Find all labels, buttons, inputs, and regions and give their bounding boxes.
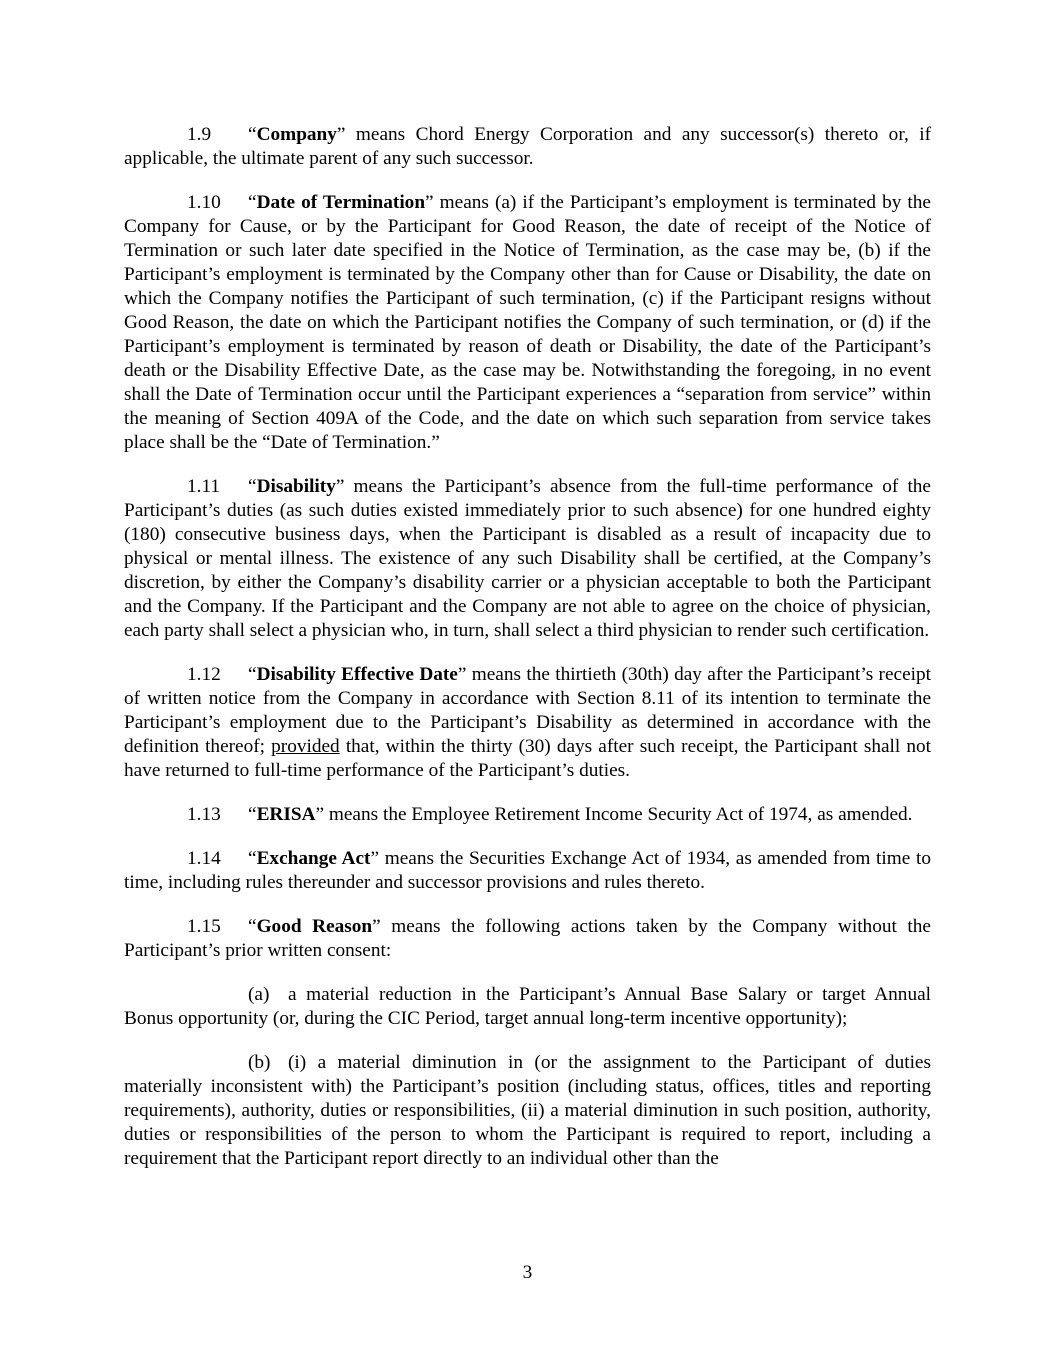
definition-1-13 xyxy=(124,803,931,827)
open-quote: “ xyxy=(248,848,257,869)
definition-1-12 xyxy=(124,663,931,783)
section-number: 1.13 xyxy=(187,804,221,825)
section-number: 1.9 xyxy=(187,124,212,145)
definition-1-15 xyxy=(124,915,931,963)
open-quote: “ xyxy=(248,124,257,145)
subparagraph-text: (i) a material diminution in (or the assignment to the Participant of duties materially inconsistent with) the Participant’s position (including status, offices, titles and reporting requirements), authority, duties or responsibilities, (ii) a material diminution in such position, authority, duties or responsibilities of the person to whom the Participant is required to report, including a requirement that the Participant report directly to an individual other than the xyxy=(124,1052,931,1169)
subparagraph-a xyxy=(124,983,931,1031)
open-quote: “ xyxy=(248,664,257,685)
defined-term: Date of Termination xyxy=(256,192,426,213)
definition-text: ” means the Participant’s absence from the full-time performance of the Participant’s duties (as such duties existed immediately prior to such absence) for one hundred eighty (180) consecutive business days, when the Participant is disabled as a result of incapacity due to physical or mental illness. The existence of any such Disability shall be certified, at the Company’s discretion, by either the Company’s disability carrier or a physician acceptable to both the Participant and the Company. If the Participant and the Company are not able to agree on the choice of physician, each party shall select a physician who, in turn, shall select a third physician to render such certification. xyxy=(124,476,931,641)
open-quote: “ xyxy=(248,192,257,213)
section-number: 1.10 xyxy=(187,192,221,213)
section-number: 1.15 xyxy=(187,916,221,937)
document-page xyxy=(124,123,931,1191)
defined-term: Disability Effective Date xyxy=(256,664,458,685)
defined-term: ERISA xyxy=(256,804,316,825)
definition-text: ” means the thirtieth (30th) day after the Participant’s receipt of written notice from the Company in accordance with Section 8.11 of its intention to terminate the Participant’s employment due to the Participant’s Disability as determined in accordance with the definition thereof; xyxy=(124,664,931,757)
definition-1-11 xyxy=(124,475,931,643)
open-quote: “ xyxy=(248,916,257,937)
definition-text: ” means (a) if the Participant’s employment is terminated by the Company for Cause, or by the Participant for Good Reason, the date of receipt of the Notice of Termination or such later date specified in the Notice of Termination, as the case may be, (b) if the Participant’s employment is terminated by the Company other than for Cause or Disability, the date on which the Company notifies the Participant of such termination, (c) if the Participant resigns without Good Reason, the date on which the Participant notifies the Company of such termination, or (d) if the Participant’s employment is terminated by reason of death or Disability, the date of the Participant’s death or the Disability Effective Date, as the case may be. Notwithstanding the foregoing, in no event shall the Date of Termination occur until the Participant experiences a “separation from service” within the meaning of Section 409A of the Code, and the date on which such separation from service takes place shall be the “Date of Termination.” xyxy=(124,192,931,453)
definition-text: ” means the Employee Retirement Income Security Act of 1974, as amended. xyxy=(315,804,913,825)
section-number: 1.11 xyxy=(187,476,221,497)
section-number: 1.12 xyxy=(187,664,221,685)
subparagraph-text: a material reduction in the Participant’s Annual Base Salary or target Annual Bonus opportunity (or, during the CIC Period, target annual long-term incentive opportunity); xyxy=(124,984,931,1029)
page-number: 3 xyxy=(522,1262,533,1283)
subparagraph-label: (b) xyxy=(248,1052,271,1073)
section-number: 1.14 xyxy=(187,848,221,869)
definition-text-continued: that, within the thirty (30) days after such receipt, the Participant shall not have returned to full-time performance of the Participant’s duties. xyxy=(124,736,932,781)
defined-term: Good Reason xyxy=(256,916,373,937)
defined-term: Disability xyxy=(256,476,336,497)
defined-term: Company xyxy=(256,124,337,145)
subparagraph-b xyxy=(124,1051,931,1171)
definition-1-10 xyxy=(124,191,931,455)
definition-text: ” means the following actions taken by the Company without the Participant’s prior written consent: xyxy=(124,916,931,961)
definition-text: ” means Chord Energy Corporation and any successor(s) thereto or, if applicable, the ultimate parent of any such successor. xyxy=(124,124,931,169)
open-quote: “ xyxy=(248,476,257,497)
subparagraph-label: (a) xyxy=(248,984,270,1005)
definition-text: ” means the Securities Exchange Act of 1934, as amended from time to time, including rules thereunder and successor provisions and rules thereto. xyxy=(124,848,931,893)
definition-1-14 xyxy=(124,847,931,895)
definition-1-9 xyxy=(124,123,931,171)
defined-term: Exchange Act xyxy=(256,848,371,869)
underlined-word: provided xyxy=(271,736,340,757)
open-quote: “ xyxy=(248,804,257,825)
